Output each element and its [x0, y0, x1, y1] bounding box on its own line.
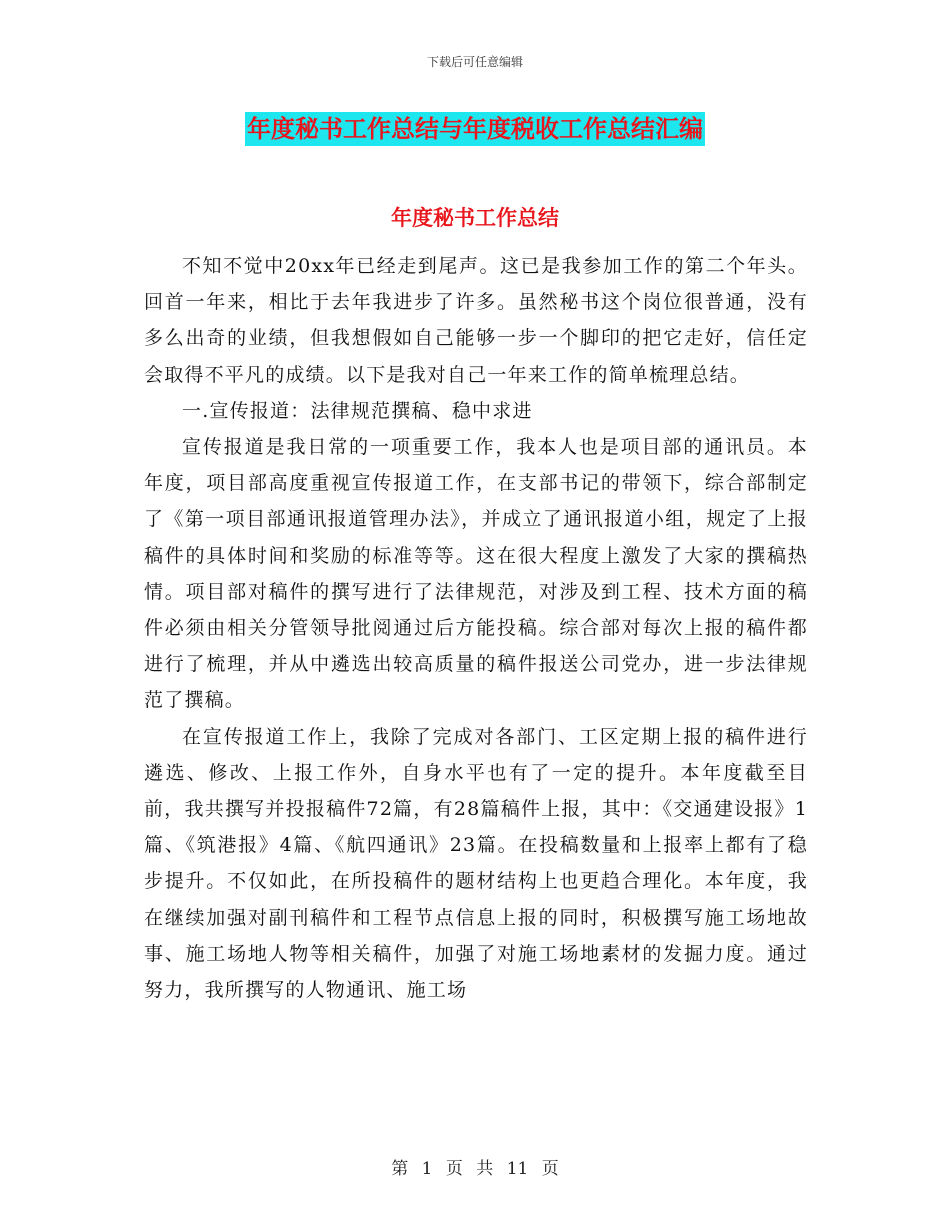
paragraph-publicity-work: 宣传报道是我日常的一项重要工作，我本人也是项目部的通讯员。本年度，项目部高度重视宣传报道工作，在支部书记的带领下，综合部制定了《第一项目部通讯报道管理办法》，并成立了通讯报道小组，规定了上报稿件的具体时间和奖励的标准等等。这在很大程度上激发了大家的撰稿热情。项目部对稿件的撰写进行了法律规范，对涉及到工程、技术方面的稿件必须由相关分管领导批阅通过后方能投稿。综合部对每次上报的稿件都进行了梳理，并从中遴选出较高质量的稿件报送公司党办，进一步法律规范了撰稿。 [144, 436, 808, 712]
page-header-note: 下载后可任意编辑 [426, 55, 523, 69]
page-number-footer: 第 1 页 共 11 页 [391, 1159, 559, 1179]
main-title-container [0, 112, 950, 146]
document-body [144, 248, 808, 1008]
document-main-title: 年度秘书工作总结与年度税收工作总结汇编 [245, 112, 705, 146]
paragraph-publicity-results: 在宣传报道工作上，我除了完成对各部门、工区定期上报的稿件进行遴选、修改、上报工作外，自身水平也有了一定的提升。本年度截至目前，我共撰写并投报稿件72篇，有28篇稿件上报，其中：《交通建设报》1篇、《筑港报》4篇、《航四通讯》23篇。在投稿数量和上报率上都有了稳步提升。不仅如此，在所投稿件的题材结构上也更趋合理化。本年度，我在继续加强对副刊稿件和工程节点信息上报的同时，积极撰写施工场地故事、施工场地人物等相关稿件，加强了对施工场地素材的发掘力度。通过努力，我所撰写的人物通讯、施工场 [144, 725, 808, 1002]
paragraph-heading-1: 一.宣传报道：法律规范撰稿、稳中求进 [182, 399, 533, 422]
section-title: 年度秘书工作总结 [391, 206, 559, 230]
paragraph-intro: 不知不觉中20xx年已经走到尾声。这已是我参加工作的第二个年头。回首一年来，相比于去年我进步了许多。虽然秘书这个岗位很普通，没有多么出奇的业绩，但我想假如自己能够一步一个脚印的把它走好，信任定会取得不平凡的成绩。以下是我对自己一年来工作的简单梳理总结。 [144, 255, 808, 386]
